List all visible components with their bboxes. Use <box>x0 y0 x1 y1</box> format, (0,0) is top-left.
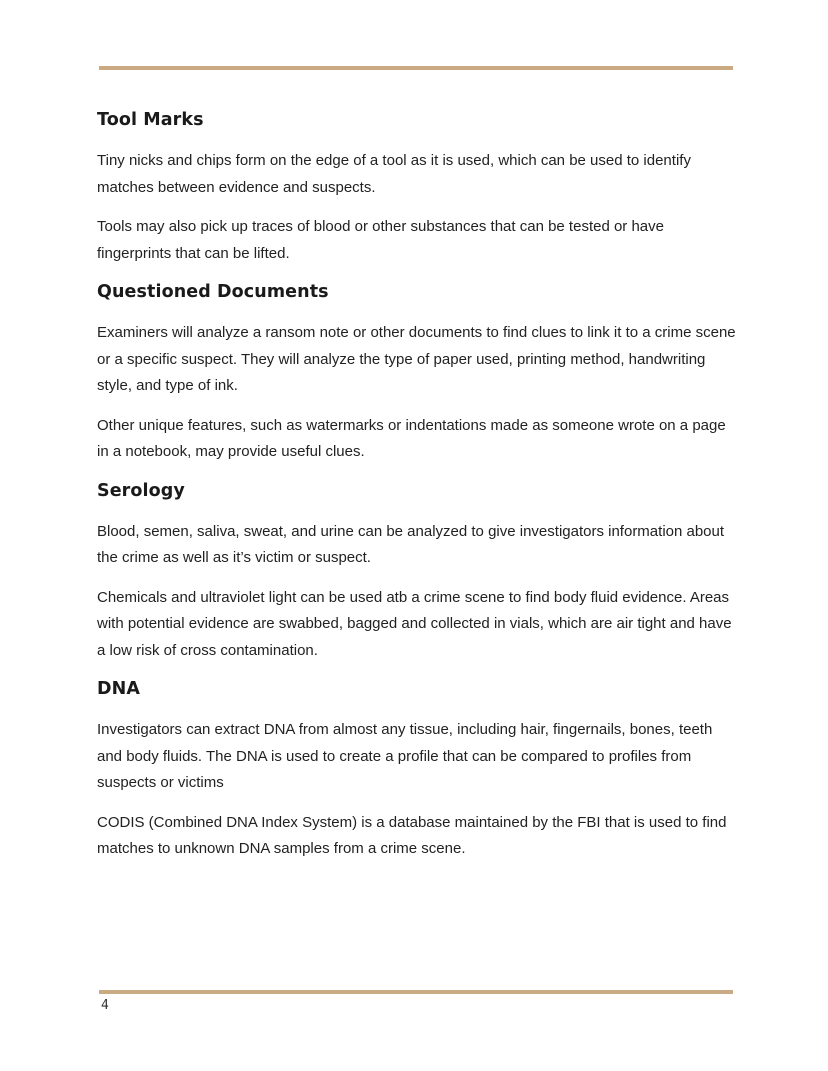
page-number: 4 <box>101 998 109 1013</box>
paragraph: CODIS (Combined DNA Index System) is a database maintained by the FBI that is used to find matches to unknown DNA samples from a crime scene. <box>97 813 727 857</box>
paragraph: Investigators can extract DNA from almost any tissue, including hair, fingernails, bones, teeth and body fluids. The DNA is used to create a profile that can be compared to profiles from suspects or victims <box>97 721 713 791</box>
section-tool-marks <box>97 108 737 267</box>
top-divider <box>99 66 733 70</box>
paragraph: Tiny nicks and chips form on the edge of a tool as it is used, which can be used to identify matches between evidence and suspects. <box>97 152 691 196</box>
paragraph: Chemicals and ultraviolet light can be used atb a crime scene to find body fluid evidence. Areas with potential evidence are swabbed, bagged and collected in vials, which are air tight and have a low risk of cross contamination. <box>97 588 732 659</box>
section-questioned-documents <box>97 280 737 466</box>
paragraph: Blood, semen, saliva, sweat, and urine can be analyzed to give investigators information about the crime as well as it’s victim or suspect. <box>97 522 725 566</box>
paragraph: Tools may also pick up traces of blood or other substances that can be tested or have fingerprints that can be lifted. <box>97 218 664 262</box>
paragraph: Examiners will analyze a ransom note or other documents to find clues to link it to a crime scene or a specific suspect. They will analyze the type of paper used, printing method, handwriting style, and type of ink. <box>97 324 736 394</box>
section-title-questioned-documents: Questioned Documents <box>97 282 329 302</box>
section-title-serology: Serology <box>97 480 185 501</box>
section-dna <box>97 677 737 863</box>
section-title-tool-marks: Tool Marks <box>97 110 204 130</box>
section-serology <box>97 479 737 665</box>
paragraph: Other unique features, such as watermarks or indentations made as someone wrote on a page in a notebook, may provide useful clues. <box>97 416 726 460</box>
page-content <box>97 108 737 876</box>
bottom-divider <box>99 990 733 994</box>
section-title-dna: DNA <box>97 679 141 699</box>
